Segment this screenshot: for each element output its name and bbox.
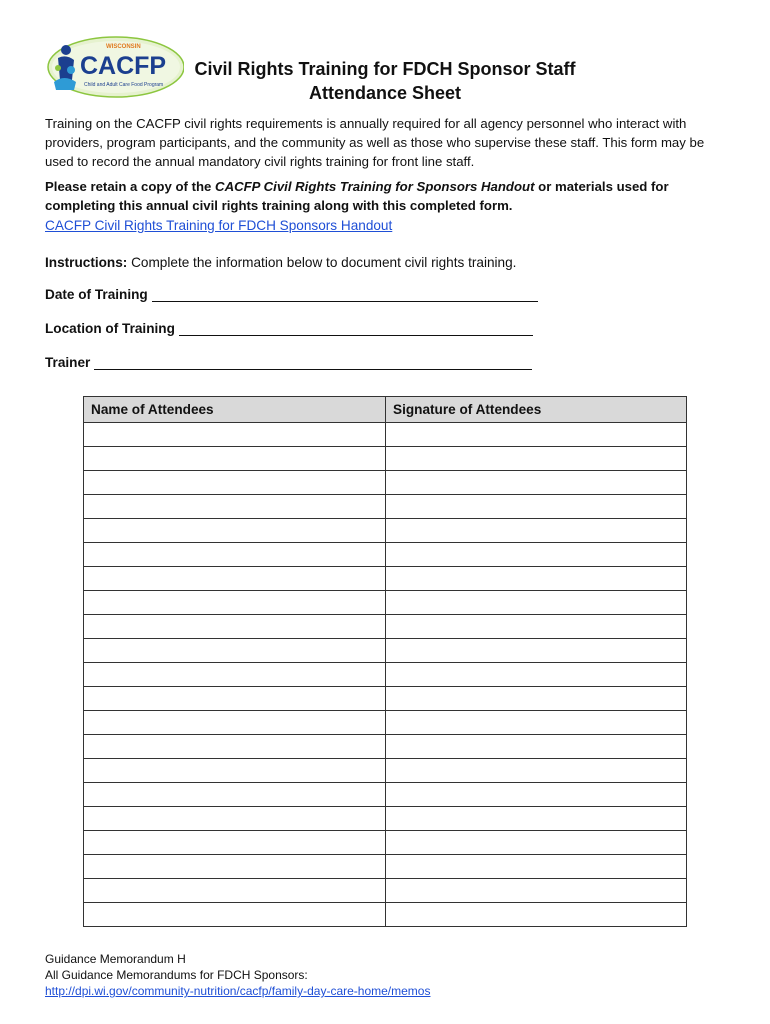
attendee-signature-cell[interactable]	[386, 495, 687, 519]
table-row	[84, 783, 687, 807]
attendee-signature-cell[interactable]	[386, 783, 687, 807]
table-row	[84, 471, 687, 495]
attendee-name-cell[interactable]	[84, 759, 386, 783]
logo-top-text: WISCONSIN	[106, 44, 141, 50]
attendee-signature-cell[interactable]	[386, 903, 687, 927]
attendance-table-body	[84, 423, 687, 927]
trainer-field[interactable]	[45, 355, 532, 370]
instructions-text: Complete the information below to document civil rights training.	[127, 255, 517, 270]
intro-paragraph: Training on the CACFP civil rights requirements is annually required for all agency personnel who interact with providers, program participants, and the community as well as those who supervise these staff. This form may be used to record the annual mandatory civil rights training for front line staff.	[45, 116, 705, 169]
retain-emphasis: CACFP Civil Rights Training for Sponsors Handout	[215, 179, 535, 194]
table-row	[84, 759, 687, 783]
attendee-signature-cell[interactable]	[386, 447, 687, 471]
memos-link[interactable]: http://dpi.wi.gov/community-nutrition/cacfp/family-day-care-home/memos	[45, 984, 431, 998]
attendee-signature-cell[interactable]	[386, 687, 687, 711]
page-title	[180, 57, 590, 105]
attendee-signature-cell[interactable]	[386, 831, 687, 855]
attendee-name-cell[interactable]	[84, 783, 386, 807]
title-line-2: Attendance Sheet	[308, 83, 462, 103]
table-row	[84, 423, 687, 447]
location-of-training-line[interactable]	[179, 321, 533, 336]
table-row	[84, 687, 687, 711]
attendee-name-cell[interactable]	[84, 903, 386, 927]
table-row	[84, 735, 687, 759]
attendee-signature-cell[interactable]	[386, 807, 687, 831]
signature-column-header: Signature of Attendees	[386, 397, 687, 423]
attendee-signature-cell[interactable]	[386, 855, 687, 879]
attendee-name-cell[interactable]	[84, 495, 386, 519]
location-of-training-field[interactable]	[45, 321, 533, 336]
table-row	[84, 567, 687, 591]
logo-main-text: CACFP	[80, 52, 167, 80]
attendee-name-cell[interactable]	[84, 855, 386, 879]
table-header-row	[84, 397, 687, 423]
table-row	[84, 591, 687, 615]
date-of-training-label: Date of Training	[45, 287, 148, 302]
attendee-name-cell[interactable]	[84, 471, 386, 495]
name-column-header: Name of Attendees	[84, 397, 386, 423]
table-row	[84, 519, 687, 543]
table-row	[84, 663, 687, 687]
attendance-table	[83, 396, 687, 927]
table-row	[84, 543, 687, 567]
location-of-training-label: Location of Training	[45, 321, 175, 336]
attendee-name-cell[interactable]	[84, 807, 386, 831]
date-of-training-line[interactable]	[152, 287, 538, 302]
attendee-name-cell[interactable]	[84, 663, 386, 687]
attendee-name-cell[interactable]	[84, 423, 386, 447]
table-row	[84, 831, 687, 855]
retain-paragraph	[45, 177, 735, 215]
attendee-name-cell[interactable]	[84, 615, 386, 639]
attendee-name-cell[interactable]	[84, 447, 386, 471]
table-row	[84, 711, 687, 735]
title-line-1: Civil Rights Training for FDCH Sponsor Staff	[194, 59, 576, 79]
retain-suffix: or materials used for completing this annual civil rights training along with this completed form.	[45, 179, 669, 213]
instructions-label: Instructions:	[45, 255, 128, 270]
footer	[45, 951, 430, 999]
table-row	[84, 447, 687, 471]
attendee-name-cell[interactable]	[84, 687, 386, 711]
instructions	[45, 255, 516, 270]
handout-link[interactable]: CACFP Civil Rights Training for FDCH Sponsors Handout	[45, 218, 393, 233]
attendee-name-cell[interactable]	[84, 639, 386, 663]
trainer-label: Trainer	[45, 355, 91, 370]
attendee-signature-cell[interactable]	[386, 735, 687, 759]
retain-prefix: Please retain a copy of the	[45, 179, 216, 194]
attendee-signature-cell[interactable]	[386, 663, 687, 687]
attendee-name-cell[interactable]	[84, 879, 386, 903]
attendee-signature-cell[interactable]	[386, 471, 687, 495]
attendee-signature-cell[interactable]	[386, 543, 687, 567]
attendee-name-cell[interactable]	[84, 711, 386, 735]
logo-sub-text: Child and Adult Care Food Program	[84, 82, 164, 88]
attendee-name-cell[interactable]	[84, 543, 386, 567]
attendee-name-cell[interactable]	[84, 591, 386, 615]
attendee-signature-cell[interactable]	[386, 567, 687, 591]
attendee-signature-cell[interactable]	[386, 423, 687, 447]
table-row	[84, 879, 687, 903]
cacfp-logo	[44, 36, 184, 98]
attendee-signature-cell[interactable]	[386, 519, 687, 543]
attendee-signature-cell[interactable]	[386, 879, 687, 903]
attendee-name-cell[interactable]	[84, 567, 386, 591]
attendee-name-cell[interactable]	[84, 519, 386, 543]
attendee-signature-cell[interactable]	[386, 615, 687, 639]
table-row	[84, 615, 687, 639]
attendee-signature-cell[interactable]	[386, 591, 687, 615]
date-of-training-field[interactable]	[45, 287, 538, 302]
trainer-line[interactable]	[94, 355, 532, 370]
footer-memo: Guidance Memorandum H	[45, 952, 186, 966]
attendee-signature-cell[interactable]	[386, 639, 687, 663]
attendee-signature-cell[interactable]	[386, 711, 687, 735]
table-row	[84, 855, 687, 879]
attendee-signature-cell[interactable]	[386, 759, 687, 783]
attendee-name-cell[interactable]	[84, 735, 386, 759]
attendee-name-cell[interactable]	[84, 831, 386, 855]
table-row	[84, 903, 687, 927]
table-row	[84, 639, 687, 663]
footer-all-memos: All Guidance Memorandums for FDCH Sponsors:	[45, 968, 308, 982]
table-row	[84, 495, 687, 519]
table-row	[84, 807, 687, 831]
